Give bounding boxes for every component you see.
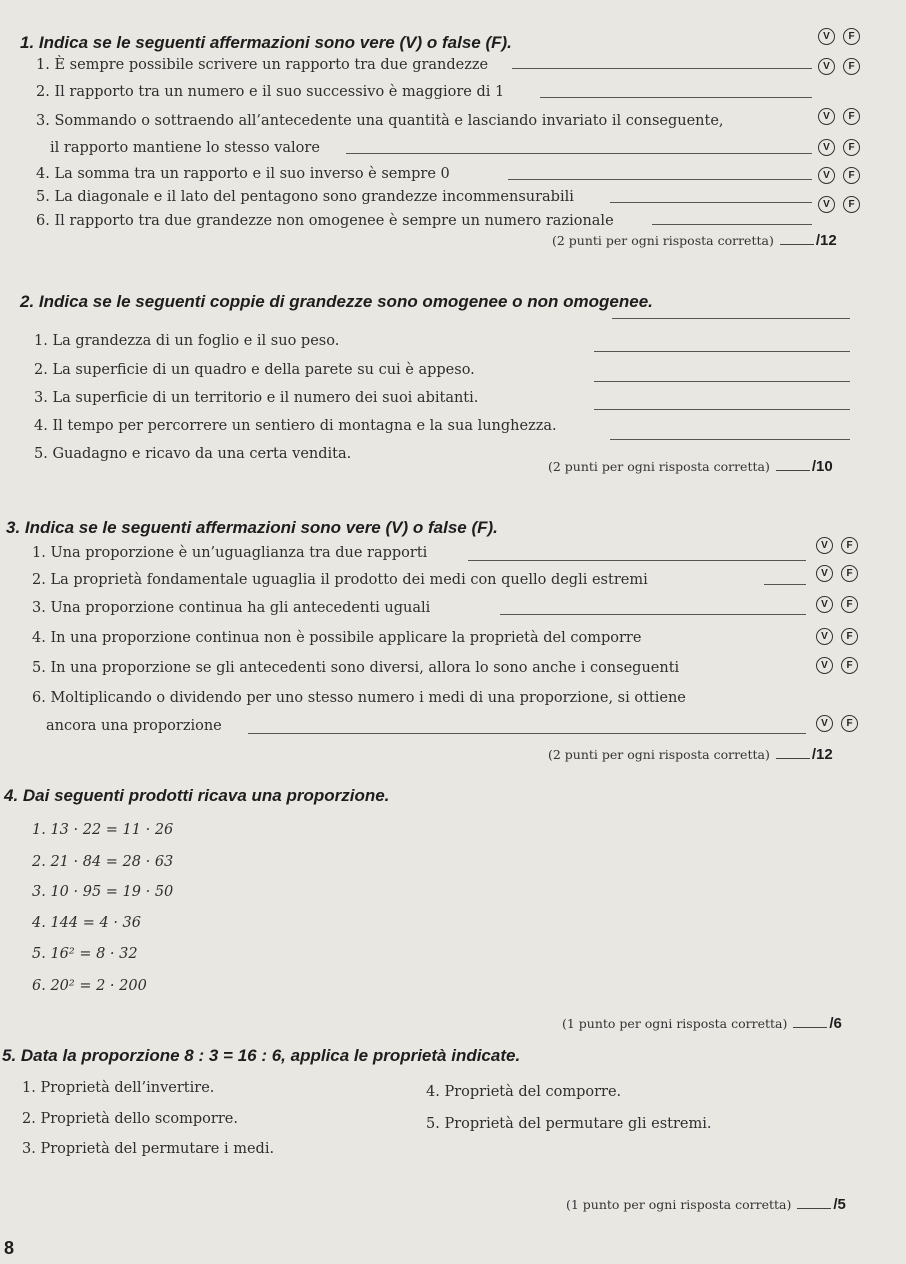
section-1-title: 1. Indica se le seguenti affermazioni sono vere (V) o false (F). bbox=[20, 33, 512, 52]
s2-answer-line-2 bbox=[594, 381, 850, 382]
s3-vf-1 bbox=[816, 537, 858, 554]
s1-item-6: 6. Il rapporto tra due grandezze non omogenee è sempre un numero razionale bbox=[36, 213, 614, 229]
v-option[interactable]: V bbox=[818, 139, 835, 156]
f-option[interactable]: F bbox=[843, 28, 860, 45]
s2-score-note: (2 punti per ogni risposta corretta) bbox=[548, 459, 770, 474]
section-2-title: 2. Indica se le seguenti coppie di grandezze sono omogenee o non omogenee. bbox=[20, 292, 653, 311]
s5-item-2: 2. Proprietà dello scomporre. bbox=[22, 1111, 238, 1127]
s4-item-5: 5. 16² = 8 · 32 bbox=[32, 946, 138, 962]
s1-vf-4 bbox=[818, 139, 860, 156]
s2-score bbox=[548, 458, 833, 475]
s3-vf-4 bbox=[816, 628, 858, 645]
s5-item-3: 3. Proprietà del permutare i medi. bbox=[22, 1141, 275, 1157]
f-option[interactable]: F bbox=[841, 537, 858, 554]
v-option[interactable]: V bbox=[816, 628, 833, 645]
s1-score bbox=[552, 232, 837, 249]
s1-score-total: /12 bbox=[815, 232, 837, 249]
s1-vf-0 bbox=[818, 28, 860, 45]
s2-score-total: /10 bbox=[811, 458, 833, 475]
section-3-title: 3. Indica se le seguenti affermazioni sono vere (V) o false (F). bbox=[6, 518, 498, 537]
s3-item-6-cont: ancora una proporzione bbox=[46, 718, 222, 734]
v-option[interactable]: V bbox=[816, 596, 833, 613]
s1-answer-line-4 bbox=[508, 179, 812, 180]
s4-item-2: 2. 21 · 84 = 28 · 63 bbox=[32, 854, 174, 870]
f-option[interactable]: F bbox=[841, 715, 858, 732]
f-option[interactable]: F bbox=[841, 565, 858, 582]
s1-answer-line-6 bbox=[652, 224, 812, 225]
s1-vf-1 bbox=[818, 58, 860, 75]
v-option[interactable]: V bbox=[818, 28, 835, 45]
f-option[interactable]: F bbox=[841, 596, 858, 613]
s1-vf-6 bbox=[818, 196, 860, 213]
s1-score-note: (2 punti per ogni risposta corretta) bbox=[552, 233, 774, 248]
f-option[interactable]: F bbox=[841, 657, 858, 674]
s3-vf-3 bbox=[816, 596, 858, 613]
f-option[interactable]: F bbox=[843, 196, 860, 213]
s3-item-6: 6. Moltiplicando o dividendo per uno stesso numero i medi di una proporzione, si ottiene bbox=[32, 690, 686, 706]
s3-answer-line-3 bbox=[500, 614, 806, 615]
s4-item-3: 3. 10 · 95 = 19 · 50 bbox=[32, 884, 174, 900]
s5-item-1: 1. Proprietà dell’invertire. bbox=[22, 1080, 215, 1096]
s3-vf-2 bbox=[816, 565, 858, 582]
s2-answer-line-1 bbox=[594, 351, 850, 352]
s2-item-2: 2. La superficie di un quadro e della parete su cui è appeso. bbox=[34, 362, 475, 378]
v-option[interactable]: V bbox=[818, 167, 835, 184]
v-option[interactable]: V bbox=[816, 715, 833, 732]
s1-answer-line-1 bbox=[512, 68, 812, 69]
s3-vf-5 bbox=[816, 657, 858, 674]
v-option[interactable]: V bbox=[818, 196, 835, 213]
s3-item-1: 1. Una proporzione è un’uguaglianza tra due rapporti bbox=[32, 545, 428, 561]
s5-item-5: 5. Proprietà del permutare gli estremi. bbox=[426, 1116, 712, 1132]
s2-item-5: 5. Guadagno e ricavo da una certa vendita. bbox=[34, 446, 352, 462]
s2-answer-line-3 bbox=[594, 409, 850, 410]
s1-vf-5 bbox=[818, 167, 860, 184]
s4-item-4: 4. 144 = 4 · 36 bbox=[32, 915, 141, 931]
s2-answer-line-4 bbox=[610, 439, 850, 440]
f-option[interactable]: F bbox=[843, 139, 860, 156]
s1-item-2: 2. Il rapporto tra un numero e il suo successivo è maggiore di 1 bbox=[36, 84, 505, 100]
s1-item-1: 1. È sempre possibile scrivere un rapporto tra due grandezze bbox=[36, 57, 489, 73]
s1-answer-line-2 bbox=[540, 97, 812, 98]
s3-answer-line-2 bbox=[764, 584, 806, 585]
s4-score bbox=[562, 1015, 842, 1032]
v-option[interactable]: V bbox=[816, 565, 833, 582]
s5-score-total: /5 bbox=[833, 1196, 846, 1213]
s3-item-3: 3. Una proporzione continua ha gli antecedenti uguali bbox=[32, 600, 431, 616]
v-option[interactable]: V bbox=[816, 537, 833, 554]
f-option[interactable]: F bbox=[841, 628, 858, 645]
s3-score-note: (2 punti per ogni risposta corretta) bbox=[548, 747, 770, 762]
f-option[interactable]: F bbox=[843, 58, 860, 75]
f-option[interactable]: F bbox=[843, 108, 860, 125]
s2-item-1: 1. La grandezza di un foglio e il suo peso. bbox=[34, 333, 340, 349]
s1-item-5: 5. La diagonale e il lato del pentagono sono grandezze incommensurabili bbox=[36, 189, 574, 205]
s3-score bbox=[548, 746, 833, 763]
s3-answer-line-1 bbox=[468, 560, 806, 561]
v-option[interactable]: V bbox=[818, 108, 835, 125]
s3-vf-6 bbox=[816, 715, 858, 732]
v-option[interactable]: V bbox=[816, 657, 833, 674]
s4-item-1: 1. 13 · 22 = 11 · 26 bbox=[32, 822, 174, 838]
s4-score-note: (1 punto per ogni risposta corretta) bbox=[562, 1016, 788, 1031]
s3-answer-line-6 bbox=[248, 733, 806, 734]
section-5-title: 5. Data la proporzione 8 : 3 = 16 : 6, applica le proprietà indicate. bbox=[2, 1046, 521, 1065]
s3-item-2: 2. La proprietà fondamentale uguaglia il prodotto dei medi con quello degli estremi bbox=[32, 572, 648, 588]
s4-item-6: 6. 20² = 2 · 200 bbox=[32, 978, 147, 994]
s3-score-total: /12 bbox=[811, 746, 833, 763]
section-4-title: 4. Dai seguenti prodotti ricava una proporzione. bbox=[4, 786, 390, 805]
f-option[interactable]: F bbox=[843, 167, 860, 184]
s5-score bbox=[566, 1196, 846, 1213]
s1-item-3: 3. Sommando o sottraendo all’antecedente una quantità e lasciando invariato il conseguente, bbox=[36, 113, 724, 129]
s3-item-4: 4. In una proporzione continua non è possibile applicare la proprietà del comporre bbox=[32, 630, 642, 646]
s1-vf-3 bbox=[818, 108, 860, 125]
s5-score-note: (1 punto per ogni risposta corretta) bbox=[566, 1197, 792, 1212]
s2-item-4: 4. Il tempo per percorrere un sentiero di montagna e la sua lunghezza. bbox=[34, 418, 557, 434]
s1-answer-line-3 bbox=[346, 153, 812, 154]
s1-item-3-cont: il rapporto mantiene lo stesso valore bbox=[50, 140, 320, 156]
s2-answer-line-0 bbox=[612, 318, 850, 319]
page-number: 8 bbox=[4, 1238, 15, 1258]
s4-score-total: /6 bbox=[829, 1015, 842, 1032]
v-option[interactable]: V bbox=[818, 58, 835, 75]
s5-item-4: 4. Proprietà del comporre. bbox=[426, 1084, 622, 1100]
s1-answer-line-5 bbox=[610, 202, 812, 203]
s1-item-4: 4. La somma tra un rapporto e il suo inverso è sempre 0 bbox=[36, 166, 450, 182]
s2-item-3: 3. La superficie di un territorio e il numero dei suoi abitanti. bbox=[34, 390, 479, 406]
s3-item-5: 5. In una proporzione se gli antecedenti sono diversi, allora lo sono anche i conseguenti bbox=[32, 660, 680, 676]
